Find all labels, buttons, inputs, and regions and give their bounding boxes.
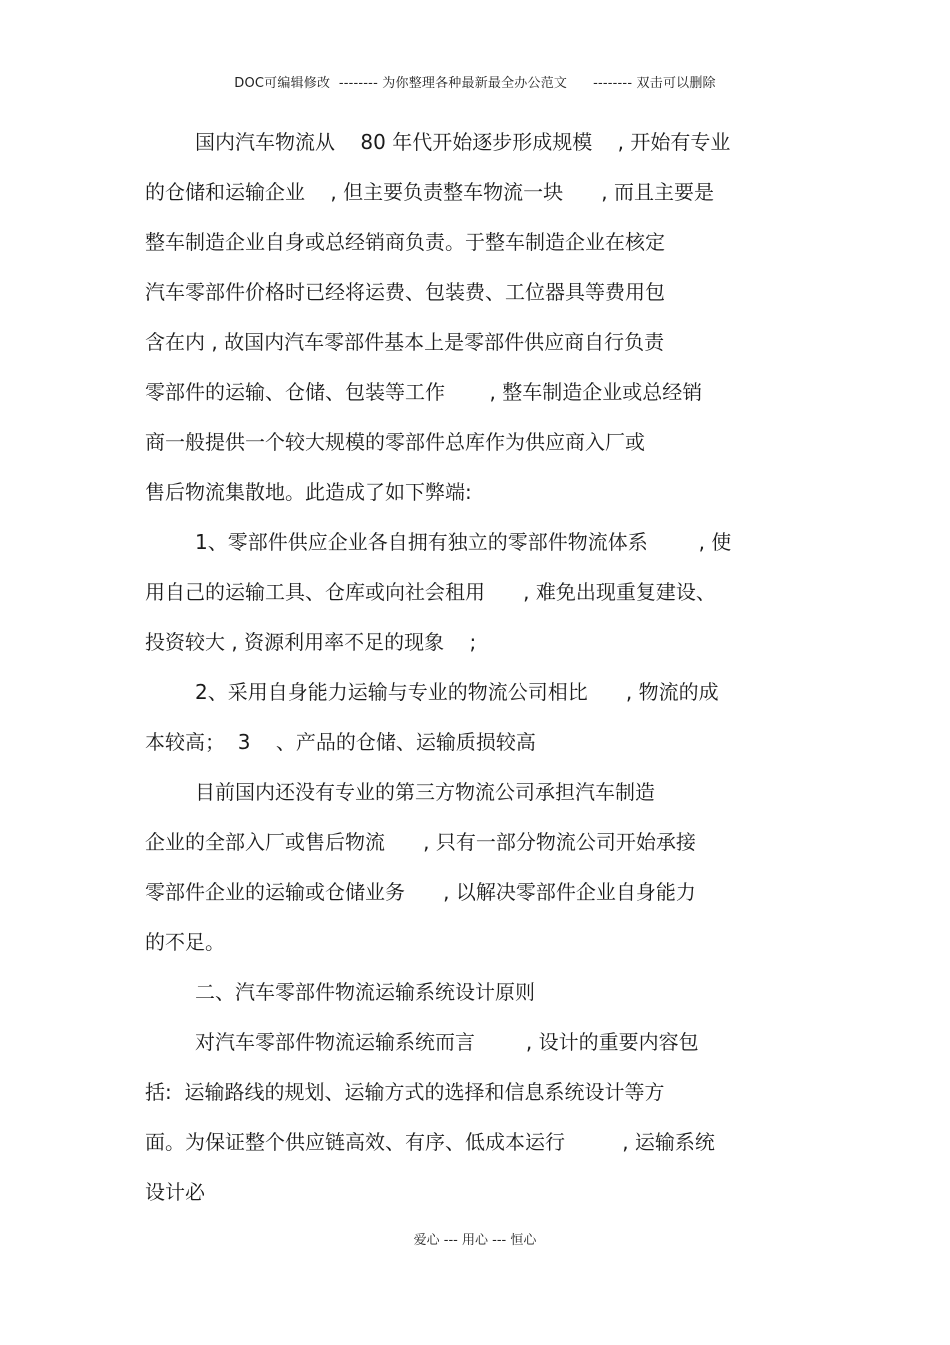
paragraph-line: 设计必	[145, 1180, 205, 1204]
paragraph-line: 企业的全部入厂或售后物流 , 只有一部分物流公司开始承接	[145, 830, 696, 854]
paragraph-line: 目前国内还没有专业的第三方物流公司承担汽车制造	[195, 780, 655, 804]
list-item-line: 2、采用自身能力运输与专业的物流公司相比 , 物流的成	[195, 680, 719, 704]
list-item-line: 1、零部件供应企业各自拥有独立的零部件物流体系 , 使	[195, 530, 732, 554]
list-item-line: 本较高； 3 、产品的仓储、运输质损较高	[145, 730, 536, 754]
paragraph-line: 商一般提供一个较大规模的零部件总库作为供应商入厂或	[145, 430, 645, 454]
paragraph-line: 含在内 , 故国内汽车零部件基本上是零部件供应商自行负责	[145, 330, 665, 354]
list-item-line: 用自己的运输工具、仓库或向社会租用 , 难免出现重复建设、	[145, 580, 716, 604]
paragraph-line: 面。为保证整个供应链高效、有序、低成本运行 , 运输系统	[145, 1130, 715, 1154]
paragraph-line: 零部件企业的运输或仓储业务 , 以解决零部件企业自身能力	[145, 880, 696, 904]
paragraph-line: 国内汽车物流从 80 年代开始逐步形成规模 , 开始有专业	[195, 130, 731, 154]
section-heading: 二、汽车零部件物流运输系统设计原则	[195, 980, 535, 1004]
paragraph-line: 的不足。	[145, 930, 225, 954]
paragraph-line: 对汽车零部件物流运输系统而言 , 设计的重要内容包	[195, 1030, 699, 1054]
paragraph-line: 的仓储和运输企业 , 但主要负责整车物流一块 , 而且主要是	[145, 180, 715, 204]
paragraph-line: 整车制造企业自身或总经销商负责。于整车制造企业在核定	[145, 230, 665, 254]
paragraph-line: 零部件的运输、仓储、包装等工作 , 整车制造企业或总经销	[145, 380, 703, 404]
page-footer: 爱心 --- 用心 --- 恒心	[413, 1233, 537, 1248]
paragraph-line: 售后物流集散地。此造成了如下弊端:	[145, 480, 472, 504]
paragraph-line: 括: 运输路线的规划、运输方式的选择和信息系统设计等方	[145, 1080, 665, 1104]
list-item-line: 投资较大 , 资源利用率不足的现象 ;	[145, 630, 477, 654]
paragraph-line: 汽车零部件价格时已经将运费、包装费、工位器具等费用包	[145, 280, 665, 304]
page-header: DOC可编辑修改 -------- 为你整理各种最新最全办公范文 -------- 双击可以删除	[234, 76, 716, 91]
